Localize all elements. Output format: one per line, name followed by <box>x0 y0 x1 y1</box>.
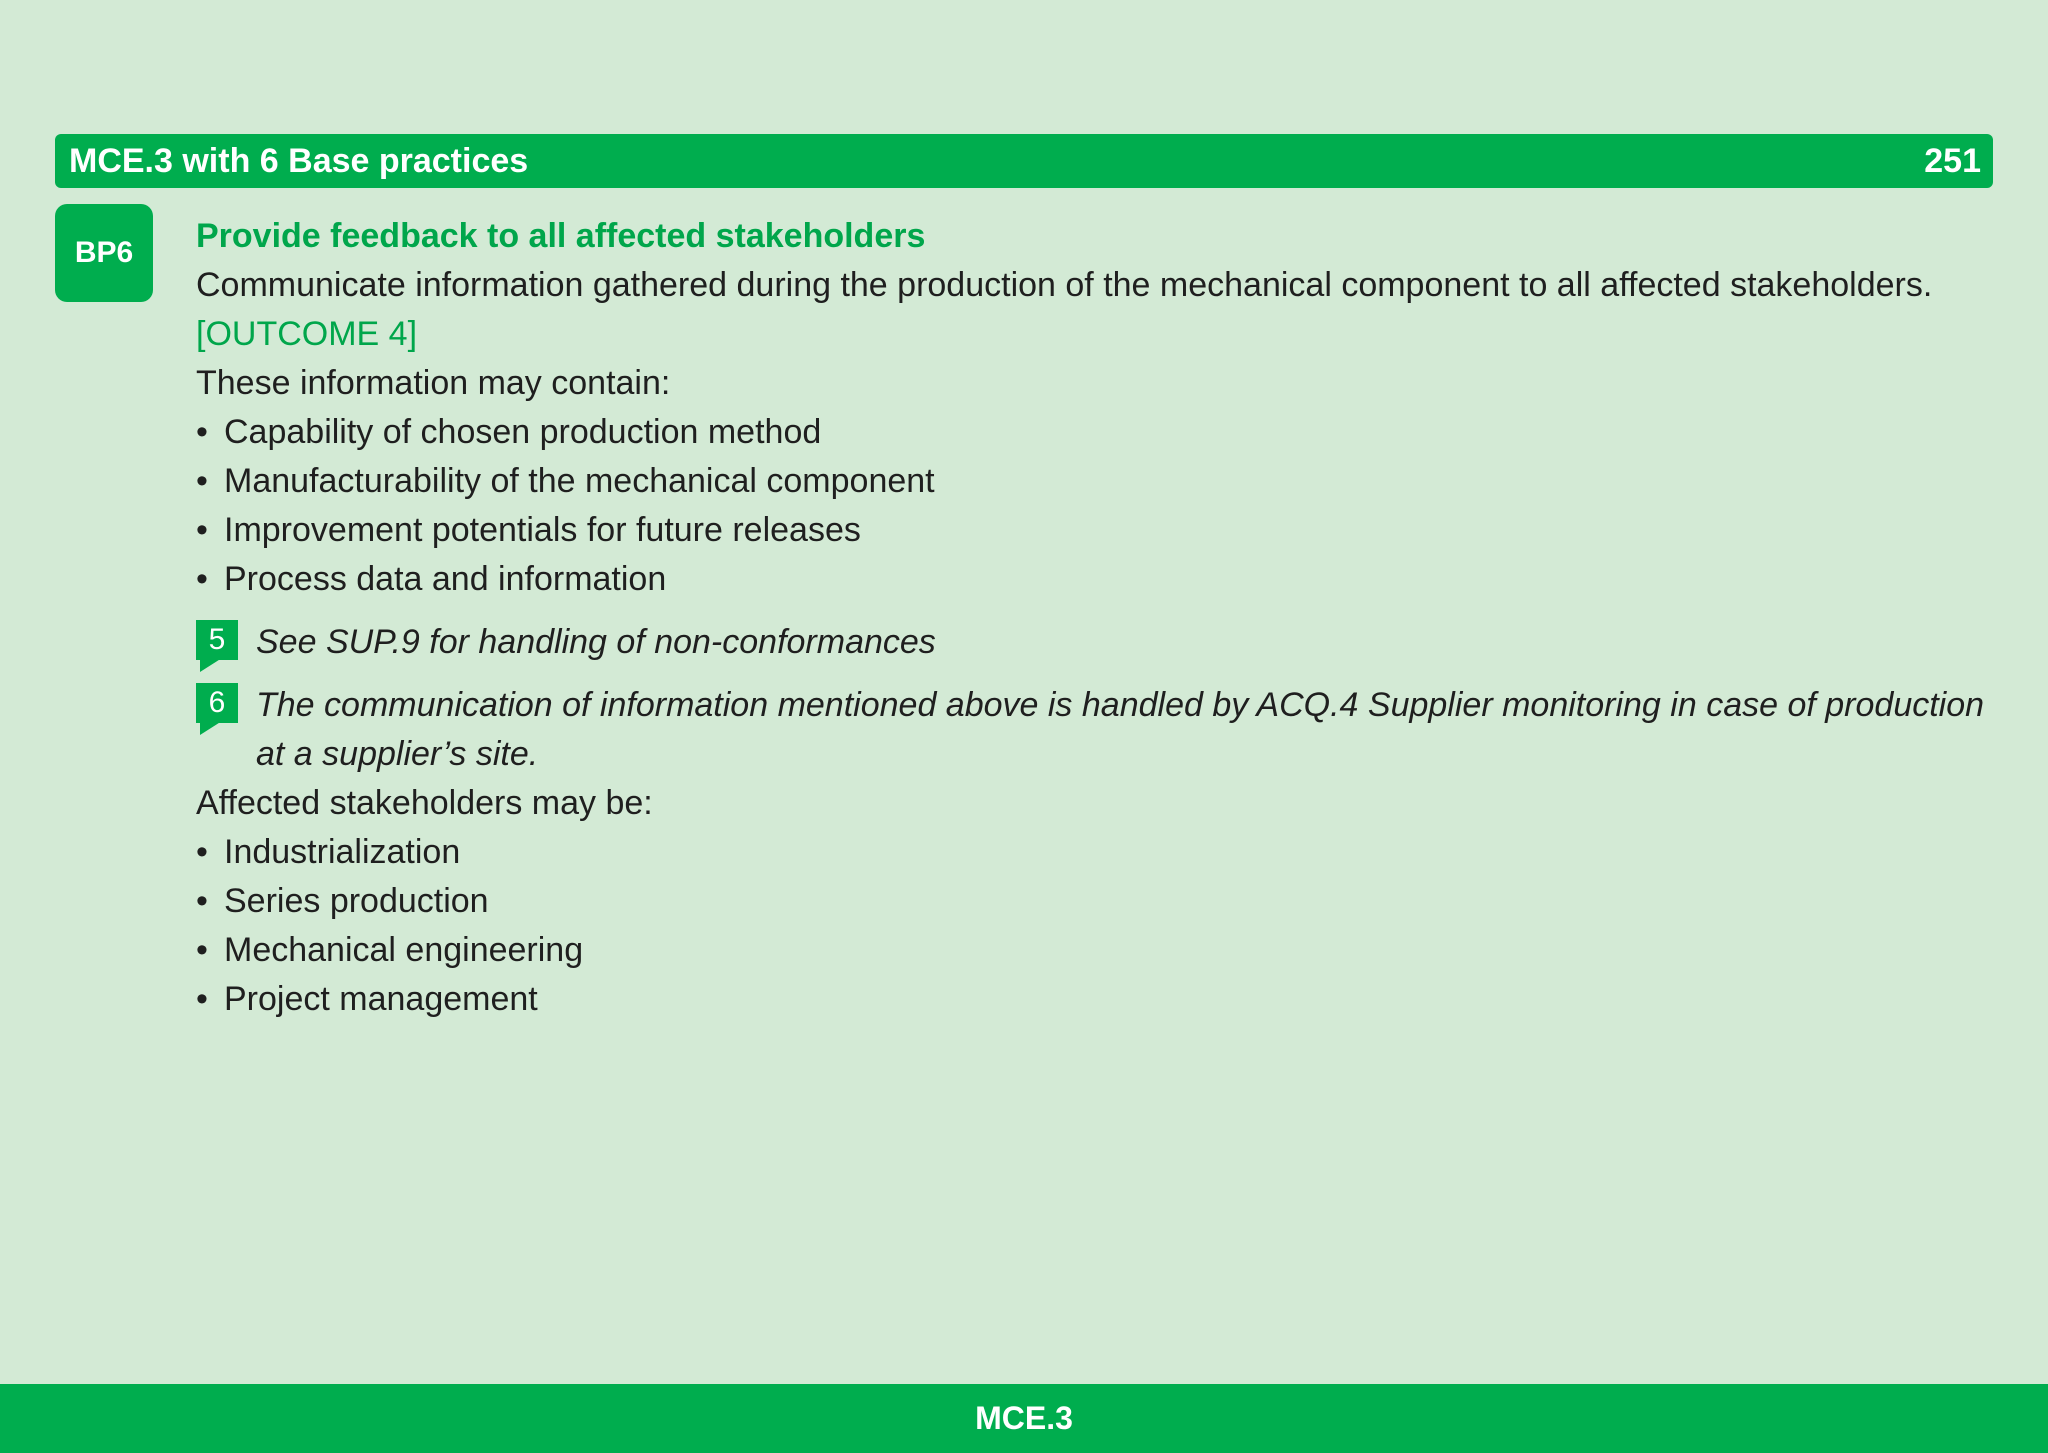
note-marker-icon <box>196 620 238 660</box>
list-item <box>196 506 1916 555</box>
list-item <box>196 975 1916 1024</box>
note-number: 5 <box>208 623 226 656</box>
stakeholders-intro: Affected stakeholders may be: <box>196 784 653 822</box>
note-line: at a supplier’s site. <box>256 735 539 773</box>
bullet-icon: • <box>196 462 208 500</box>
page-number: 251 <box>1924 141 1981 180</box>
list-item <box>196 828 1916 877</box>
list-item <box>196 926 1916 975</box>
note-number: 6 <box>208 686 226 719</box>
bullet-icon: • <box>196 560 208 598</box>
list-item-text: Capability of chosen production method <box>224 413 822 451</box>
list-item <box>196 555 1916 604</box>
list-item <box>196 457 1916 506</box>
note-6 <box>196 681 1985 779</box>
list-item-text: Series production <box>224 882 489 920</box>
list-item <box>196 408 1916 457</box>
speech-tail-icon <box>200 721 222 735</box>
note-text <box>256 618 936 667</box>
bullet-icon: • <box>196 511 208 549</box>
note-line: See SUP.9 for handling of non-conformances <box>256 623 936 661</box>
practice-content <box>196 212 1985 1024</box>
practice-description: Communicate information gathered during the production of the mechanical component to all affected stakeholders. <box>196 266 1933 304</box>
list-item-text: Manufacturability of the mechanical component <box>224 462 935 500</box>
info-intro: These information may contain: <box>196 364 671 402</box>
bullet-icon: • <box>196 980 208 1018</box>
list-item-text: Process data and information <box>224 560 667 598</box>
header-bar <box>55 134 1993 188</box>
practice-title: Provide feedback to all affected stakeholders <box>196 217 926 255</box>
note-text <box>256 681 1984 779</box>
list-item-text: Industrialization <box>224 833 461 871</box>
page-title: MCE.3 with 6 Base practices <box>69 141 529 180</box>
footer-label: MCE.3 <box>975 1400 1073 1436</box>
bullet-icon: • <box>196 882 208 920</box>
bullet-icon: • <box>196 833 208 871</box>
bullet-icon: • <box>196 931 208 969</box>
bullet-icon: • <box>196 413 208 451</box>
list-item <box>196 877 1916 926</box>
list-item-text: Improvement potentials for future releases <box>224 511 861 549</box>
note-line: The communication of information mentioned above is handled by ACQ.4 Supplier monitoring in case of production <box>256 686 1985 724</box>
speech-tail-icon <box>200 658 222 672</box>
note-5 <box>196 618 1916 667</box>
outcome-reference: [OUTCOME 4] <box>196 315 418 353</box>
base-practice-badge: BP6 <box>55 204 153 302</box>
footer-bar <box>0 1384 2048 1453</box>
note-marker-icon <box>196 683 238 723</box>
list-item-text: Project management <box>224 980 538 1018</box>
list-item-text: Mechanical engineering <box>224 931 584 969</box>
